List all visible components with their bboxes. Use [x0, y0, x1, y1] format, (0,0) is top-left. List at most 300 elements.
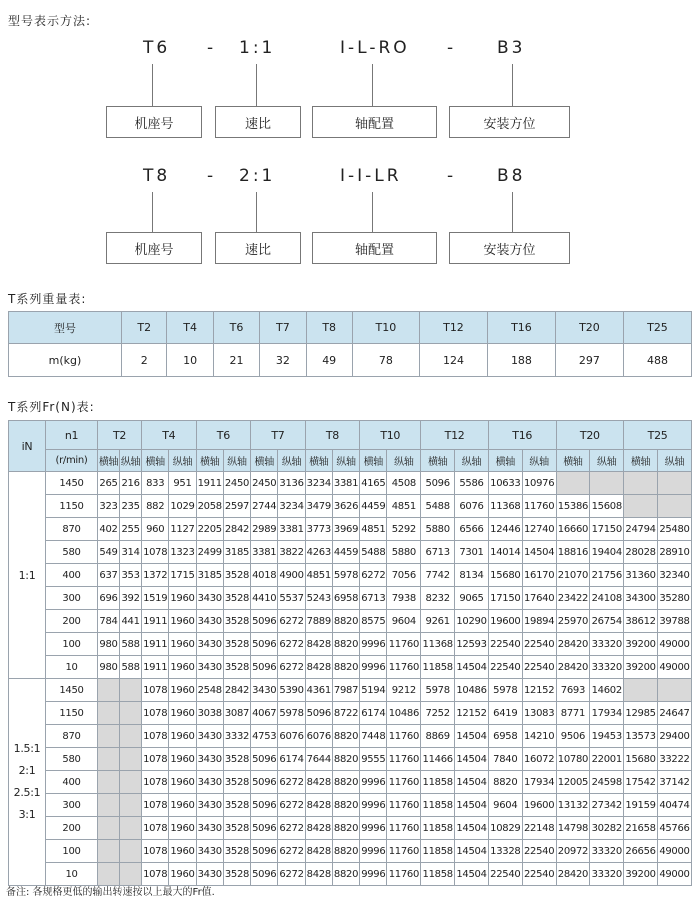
fr-cell: 6272 [360, 564, 387, 587]
fr-cell: 17934 [522, 771, 556, 794]
fr-cell: 3528 [223, 863, 250, 886]
fr-model-header: T12 [421, 421, 489, 450]
fr-cell: 323 [98, 495, 120, 518]
code-ratio: 2:1 [239, 166, 276, 186]
weight-row-label: m(kg) [9, 344, 122, 377]
fr-cell: 6076 [278, 725, 305, 748]
fr-cell: 31360 [624, 564, 658, 587]
fr-cell [120, 840, 142, 863]
fr-cell: 24598 [590, 771, 624, 794]
fr-cell: 5488 [360, 541, 387, 564]
fr-cell: 4459 [360, 495, 387, 518]
fr-cell: 10829 [488, 817, 522, 840]
fr-cell: 3528 [223, 587, 250, 610]
fr-cell: 1960 [169, 863, 196, 886]
fr-table-row [9, 495, 692, 518]
fr-cell: 1323 [169, 541, 196, 564]
fr-cell: 12740 [522, 518, 556, 541]
fr-cell: 2744 [251, 495, 278, 518]
fr-cell: 784 [98, 610, 120, 633]
code-mount: B8 [497, 166, 526, 186]
fr-cell: 49000 [657, 840, 691, 863]
fr-cell: 11858 [421, 771, 455, 794]
fr-cell: 1078 [142, 817, 169, 840]
weight-value: 188 [487, 344, 555, 377]
fr-cell: 17542 [624, 771, 658, 794]
fr-cell: 17150 [590, 518, 624, 541]
weight-value: 32 [260, 344, 306, 377]
fr-cell: 10486 [455, 679, 489, 702]
fr-cell: 9996 [360, 794, 387, 817]
fr-n1-unit: (r/min) [46, 450, 98, 472]
fr-cell: 3430 [196, 794, 223, 817]
fr-cell: 32340 [657, 564, 691, 587]
fr-cell: 8820 [332, 817, 359, 840]
fr-cell: 1078 [142, 794, 169, 817]
shaft-config-box: 轴配置 [312, 232, 437, 264]
fr-n1-value: 1450 [46, 472, 98, 495]
fr-cell: 1960 [169, 679, 196, 702]
fr-cell: 12985 [624, 702, 658, 725]
fr-cell: 2450 [251, 472, 278, 495]
fr-cell: 15608 [590, 495, 624, 518]
fr-cell: 5880 [387, 541, 421, 564]
fr-cell: 2205 [196, 518, 223, 541]
fr-cell [98, 748, 120, 771]
fr-cell: 5096 [251, 633, 278, 656]
fr-cell: 49000 [657, 863, 691, 886]
fr-cell: 3626 [332, 495, 359, 518]
fr-cell: 2842 [223, 679, 250, 702]
fr-cell: 6272 [278, 840, 305, 863]
fr-cell: 7252 [421, 702, 455, 725]
fr-cell: 392 [120, 587, 142, 610]
fr-cell: 3528 [223, 656, 250, 679]
fr-cell: 12005 [556, 771, 590, 794]
fr-cell: 9506 [556, 725, 590, 748]
fr-cell: 1372 [142, 564, 169, 587]
fr-cell: 5292 [387, 518, 421, 541]
fr-cell: 17150 [488, 587, 522, 610]
fr-n1-value: 300 [46, 587, 98, 610]
fr-cell: 6272 [278, 633, 305, 656]
weight-model: T8 [306, 312, 352, 344]
fr-cell: 549 [98, 541, 120, 564]
fr-cell: 5488 [421, 495, 455, 518]
fr-cell [98, 725, 120, 748]
fr-cell: 13328 [488, 840, 522, 863]
fr-cell: 11858 [421, 656, 455, 679]
fr-cell: 11368 [421, 633, 455, 656]
weight-model: T2 [122, 312, 167, 344]
fr-n1-value: 580 [46, 541, 98, 564]
fr-n1-value: 580 [46, 748, 98, 771]
fr-cell: 11466 [421, 748, 455, 771]
fr-cell [120, 679, 142, 702]
fr-cell: 7987 [332, 679, 359, 702]
fr-cell: 5978 [278, 702, 305, 725]
fr-cell: 16170 [522, 564, 556, 587]
fr-cell: 18816 [556, 541, 590, 564]
fr-cell: 3136 [278, 472, 305, 495]
fr-cell: 951 [169, 472, 196, 495]
fr-sub-horizontal: 横轴 [305, 450, 332, 472]
fr-cell: 49000 [657, 656, 691, 679]
fr-cell: 1715 [169, 564, 196, 587]
fr-cell: 11858 [421, 794, 455, 817]
fr-cell: 3332 [223, 725, 250, 748]
fr-sub-horizontal: 横轴 [556, 450, 590, 472]
fr-sub-vertical: 纵轴 [387, 450, 421, 472]
fr-cell: 19600 [488, 610, 522, 633]
fr-table-row [9, 679, 692, 702]
fr-cell: 10976 [522, 472, 556, 495]
fr-table-row [9, 587, 692, 610]
fr-sub-horizontal: 横轴 [98, 450, 120, 472]
fr-cell: 45766 [657, 817, 691, 840]
fr-cell: 402 [98, 518, 120, 541]
fr-cell [120, 725, 142, 748]
weight-value: 297 [555, 344, 623, 377]
fr-cell: 9996 [360, 817, 387, 840]
fr-cell: 3038 [196, 702, 223, 725]
fr-cell: 15680 [624, 748, 658, 771]
fr-cell: 8869 [421, 725, 455, 748]
fr-cell: 1960 [169, 702, 196, 725]
fr-cell: 8820 [332, 771, 359, 794]
fr-cell: 20972 [556, 840, 590, 863]
fr-ratio-label: 2:1 [18, 764, 36, 777]
fr-cell: 3185 [196, 564, 223, 587]
fr-cell: 19453 [590, 725, 624, 748]
fr-n1-value: 400 [46, 564, 98, 587]
fr-cell: 33320 [590, 656, 624, 679]
code-mount: B3 [497, 38, 526, 58]
fr-cell: 3381 [251, 541, 278, 564]
fr-sub-vertical: 纵轴 [455, 450, 489, 472]
code-dash: - [447, 166, 457, 186]
fr-cell: 3234 [278, 495, 305, 518]
fr-ratio-label: 2.5:1 [13, 786, 41, 799]
fr-cell: 5096 [251, 610, 278, 633]
frame-size-box: 机座号 [106, 232, 202, 264]
fr-cell: 1078 [142, 702, 169, 725]
fr-table-row [9, 702, 692, 725]
fr-n1-value: 870 [46, 518, 98, 541]
fr-cell: 14798 [556, 817, 590, 840]
fr-sub-horizontal: 横轴 [142, 450, 169, 472]
fr-cell: 5096 [305, 702, 332, 725]
fr-cell: 3087 [223, 702, 250, 725]
fr-cell [98, 771, 120, 794]
fr-cell: 5096 [251, 817, 278, 840]
code-dash: - [447, 38, 457, 58]
fr-model-header: T10 [360, 421, 421, 450]
fr-cell: 5096 [251, 656, 278, 679]
fr-cell: 40474 [657, 794, 691, 817]
fr-subheader-row [9, 450, 692, 472]
fr-cell: 3479 [305, 495, 332, 518]
fr-cell: 9996 [360, 633, 387, 656]
fr-cell: 25480 [657, 518, 691, 541]
mounting-position-box: 安装方位 [449, 106, 570, 138]
fr-cell: 1960 [169, 587, 196, 610]
fr-table-row [9, 771, 692, 794]
fr-cell: 3430 [196, 840, 223, 863]
fr-cell: 588 [120, 656, 142, 679]
fr-cell: 3822 [278, 541, 305, 564]
fr-cell: 4165 [360, 472, 387, 495]
fr-table-row [9, 725, 692, 748]
fr-cell: 8820 [332, 725, 359, 748]
speed-ratio-box: 速比 [215, 106, 301, 138]
fr-cell: 235 [120, 495, 142, 518]
fr-cell: 1960 [169, 771, 196, 794]
fr-cell [98, 794, 120, 817]
fr-cell [657, 495, 691, 518]
fr-header-in: iN [9, 421, 46, 472]
fr-n1-value: 1150 [46, 495, 98, 518]
fr-cell: 5243 [305, 587, 332, 610]
fr-cell: 8722 [332, 702, 359, 725]
fr-n1-value: 10 [46, 656, 98, 679]
weight-header-label: 型号 [9, 312, 122, 344]
fr-cell: 3430 [196, 863, 223, 886]
fr-cell: 5194 [360, 679, 387, 702]
fr-cell: 17640 [522, 587, 556, 610]
fr-cell: 5096 [251, 863, 278, 886]
fr-cell: 637 [98, 564, 120, 587]
fr-cell: 22540 [522, 633, 556, 656]
fr-cell: 4263 [305, 541, 332, 564]
fr-cell: 1078 [142, 863, 169, 886]
fr-cell: 9996 [360, 771, 387, 794]
fr-cell: 3528 [223, 794, 250, 817]
fr-cell: 1078 [142, 840, 169, 863]
fr-cell: 1960 [169, 748, 196, 771]
fr-cell: 11368 [488, 495, 522, 518]
fr-cell: 11858 [421, 840, 455, 863]
fr-cell: 5586 [455, 472, 489, 495]
fr-ratio-label: 1.5:1 [13, 742, 41, 755]
fr-cell: 8428 [305, 633, 332, 656]
fr-cell: 8575 [360, 610, 387, 633]
fr-cell: 28420 [556, 656, 590, 679]
fr-model-header: T20 [556, 421, 624, 450]
fr-cell: 8820 [332, 633, 359, 656]
fr-cell: 14602 [590, 679, 624, 702]
fr-cell: 1911 [142, 610, 169, 633]
fr-cell: 9604 [387, 610, 421, 633]
fr-ratio-1-1: 1:1 [9, 472, 46, 679]
fr-cell: 2597 [223, 495, 250, 518]
fr-cell [624, 472, 658, 495]
fr-cell: 9604 [488, 794, 522, 817]
fr-n1-value: 1450 [46, 679, 98, 702]
fr-header-n1: n1 [46, 421, 98, 450]
weight-model: T20 [555, 312, 623, 344]
fr-cell: 5096 [251, 748, 278, 771]
fr-cell: 11760 [387, 840, 421, 863]
fr-cell: 15680 [488, 564, 522, 587]
fr-cell: 2842 [223, 518, 250, 541]
fr-cell: 33222 [657, 748, 691, 771]
model-example-1 [0, 38, 700, 148]
fr-cell: 6272 [278, 817, 305, 840]
fr-cell: 11760 [387, 863, 421, 886]
fr-cell: 24794 [624, 518, 658, 541]
fr-n1-value: 400 [46, 771, 98, 794]
fr-cell: 28910 [657, 541, 691, 564]
fr-n1-value: 1150 [46, 702, 98, 725]
fr-cell: 4900 [278, 564, 305, 587]
fr-cell: 8428 [305, 656, 332, 679]
fr-sub-vertical: 纵轴 [657, 450, 691, 472]
fr-cell: 19600 [522, 794, 556, 817]
fr-cell: 33320 [590, 863, 624, 886]
fr-cell: 2058 [196, 495, 223, 518]
fr-cell: 4508 [387, 472, 421, 495]
fr-cell: 23422 [556, 587, 590, 610]
fr-cell: 4851 [360, 518, 387, 541]
fr-cell: 24108 [590, 587, 624, 610]
fr-cell: 216 [120, 472, 142, 495]
fr-cell: 22001 [590, 748, 624, 771]
fr-cell: 22540 [488, 633, 522, 656]
fr-table-row [9, 564, 692, 587]
code-dash: - [207, 38, 217, 58]
fr-cell: 25970 [556, 610, 590, 633]
fr-cell: 5096 [251, 771, 278, 794]
fr-cell: 12446 [488, 518, 522, 541]
fr-cell: 5978 [421, 679, 455, 702]
fr-cell: 17934 [590, 702, 624, 725]
fr-cell: 3430 [196, 610, 223, 633]
fr-cell: 3430 [196, 817, 223, 840]
fr-n1-value: 100 [46, 633, 98, 656]
fr-cell: 13132 [556, 794, 590, 817]
fr-cell: 19404 [590, 541, 624, 564]
fr-cell: 9261 [421, 610, 455, 633]
fr-table-row [9, 840, 692, 863]
fr-cell: 8428 [305, 794, 332, 817]
fr-sub-vertical: 纵轴 [120, 450, 142, 472]
fr-cell: 14504 [455, 771, 489, 794]
fr-cell: 6272 [278, 794, 305, 817]
fr-cell: 6566 [455, 518, 489, 541]
fr-sub-horizontal: 横轴 [196, 450, 223, 472]
fr-cell: 8820 [332, 794, 359, 817]
fr-table-heading: T系列Fr(N)表: [8, 400, 95, 414]
fr-cell: 13573 [624, 725, 658, 748]
fr-cell: 6419 [488, 702, 522, 725]
fr-cell: 4018 [251, 564, 278, 587]
fr-cell: 6272 [278, 610, 305, 633]
weight-model: T4 [167, 312, 213, 344]
fr-cell: 14504 [455, 840, 489, 863]
weight-table-heading: T系列重量表: [8, 292, 87, 306]
code-dash: - [207, 166, 217, 186]
fr-table-row [9, 518, 692, 541]
fr-cell: 1078 [142, 541, 169, 564]
fr-cell: 26754 [590, 610, 624, 633]
fr-cell: 1960 [169, 610, 196, 633]
fr-cell: 6272 [278, 771, 305, 794]
fr-cell: 1029 [169, 495, 196, 518]
fr-table-row [9, 541, 692, 564]
weight-value: 78 [352, 344, 419, 377]
fr-cell: 1911 [196, 472, 223, 495]
fr-cell: 4753 [251, 725, 278, 748]
fr-cell: 9212 [387, 679, 421, 702]
fr-cell: 960 [142, 518, 169, 541]
fr-cell: 14504 [455, 748, 489, 771]
footnote: 备注: 各规格更低的输出转速按以上最大的Fr值. [6, 887, 215, 898]
fr-cell: 2989 [251, 518, 278, 541]
fr-cell: 49000 [657, 633, 691, 656]
fr-cell: 588 [120, 633, 142, 656]
speed-ratio-box: 速比 [215, 232, 301, 264]
fr-cell [556, 472, 590, 495]
fr-cell: 3528 [223, 748, 250, 771]
fr-cell: 5096 [251, 794, 278, 817]
fr-model-header: T7 [251, 421, 306, 450]
weight-model: T25 [623, 312, 691, 344]
shaft-config-box: 轴配置 [312, 106, 437, 138]
fr-cell: 37142 [657, 771, 691, 794]
fr-cell: 19894 [522, 610, 556, 633]
fr-cell: 39200 [624, 863, 658, 886]
fr-cell: 8820 [332, 748, 359, 771]
fr-cell: 265 [98, 472, 120, 495]
fr-cell: 833 [142, 472, 169, 495]
weight-table-value-row [9, 344, 692, 377]
fr-cell: 3381 [278, 518, 305, 541]
fr-cell: 5096 [421, 472, 455, 495]
fr-cell: 39200 [624, 656, 658, 679]
fr-cell: 6272 [278, 656, 305, 679]
fr-cell [120, 817, 142, 840]
weight-table-header-row [9, 312, 692, 344]
weight-value: 21 [213, 344, 259, 377]
fr-cell: 314 [120, 541, 142, 564]
fr-cell: 3430 [196, 771, 223, 794]
fr-cell [98, 702, 120, 725]
fr-cell [657, 472, 691, 495]
fr-cell: 12593 [455, 633, 489, 656]
fr-cell: 441 [120, 610, 142, 633]
fr-table-row [9, 633, 692, 656]
fr-cell: 10290 [455, 610, 489, 633]
model-notation-heading: 型号表示方法: [8, 14, 92, 28]
fr-cell: 1960 [169, 656, 196, 679]
fr-cell: 22540 [488, 656, 522, 679]
fr-table-row [9, 794, 692, 817]
fr-cell: 4459 [332, 541, 359, 564]
fr-cell: 19159 [624, 794, 658, 817]
fr-cell: 7742 [421, 564, 455, 587]
fr-cell: 8820 [332, 656, 359, 679]
fr-cell: 980 [98, 656, 120, 679]
fr-cell: 5390 [278, 679, 305, 702]
fr-sub-vertical: 纵轴 [169, 450, 196, 472]
fr-cell: 10780 [556, 748, 590, 771]
fr-cell: 6713 [360, 587, 387, 610]
fr-sub-vertical: 纵轴 [332, 450, 359, 472]
fr-cell: 4410 [251, 587, 278, 610]
fr-cell [120, 794, 142, 817]
fr-cell: 5096 [251, 840, 278, 863]
